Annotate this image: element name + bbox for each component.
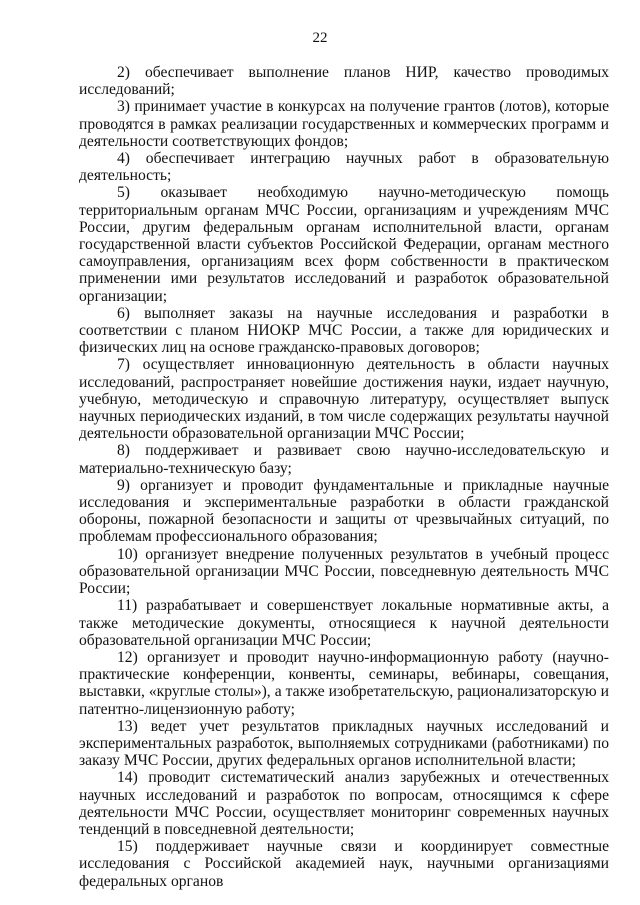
list-item: 8) поддерживает и развивает свою научно-исследовательскую и материально-техническую базу; bbox=[79, 442, 609, 477]
list-item: 6) выполняет заказы на научные исследования и разработки в соответствии с планом НИОКР МЧС России, а также для юридических и физических лиц на основе гражданско-правовых договоров; bbox=[79, 304, 609, 357]
list-item: 5) оказывает необходимую научно-методическую помощь территориальным органам МЧС России, организациям и учреждениям МЧС России, другим федеральным органам исполнительной власти, органам государственной власти субъектов Российской Федерации, органам местного самоуправления, организациям всех форм собственности в практическом применении ими результатов исследований и разработок образовательной организации; bbox=[79, 184, 609, 305]
list-item: 9) организует и проводит фундаментальные и прикладные научные исследования и экспериментальные разработки в области гражданской обороны, пожарной безопасности и защиты от чрезвычайных ситуаций, по проблемам профессионального образования; bbox=[79, 476, 609, 546]
list-item: 3) принимает участие в конкурсах на получение грантов (лотов), которые проводятся в рамках реализации государственных и коммерческих программ и деятельности соответствующих фондов; bbox=[79, 98, 609, 150]
list-item: 15) поддерживает научные связи и координирует совместные исследования с Российской академией наук, научными организациями федеральных органов bbox=[79, 838, 609, 890]
document-body bbox=[79, 64, 609, 890]
list-item: 2) обеспечивает выполнение планов НИР, качество проводимых исследований; bbox=[79, 64, 609, 99]
list-item: 14) проводит систематический анализ зарубежных и отечественных научных исследований и разработок по вопросам, относящимся к сфере деятельности МЧС России, осуществляет мониторинг современных научных тенденций в повседневной деятельности; bbox=[79, 769, 609, 838]
list-item: 13) ведет учет результатов прикладных научных исследований и экспериментальных разработок, выполняемых сотрудниками (работниками) по заказу МЧС России, других федеральных органов исполнительной власти; bbox=[79, 717, 609, 770]
list-item: 10) организует внедрение полученных результатов в учебный процесс образовательной организации МЧС России, повседневную деятельность МЧС России; bbox=[79, 545, 609, 598]
list-item: 4) обеспечивает интеграцию научных работ в образовательную деятельность; bbox=[79, 150, 609, 185]
page-number: 22 bbox=[312, 30, 328, 46]
list-item: 7) осуществляет инновационную деятельность в области научных исследований, распространяет новейшие достижения науки, издает научную, учебную, методическую и справочную литературу, осуществляет выпуск научных периодических изданий, в том числе содержащих результаты научной деятельности образовательной организации МЧС России; bbox=[79, 356, 609, 443]
list-item: 11) разрабатывает и совершенствует локальные нормативные акты, а также методические документы, относящиеся к научной деятельности образовательной организации МЧС России; bbox=[79, 597, 609, 649]
list-item: 12) организует и проводит научно-информационную работу (научно-практические конференции, конвенты, семинары, вебинары, совещания, выставки, «круглые столы»), а также изобретательскую, рационализаторскую и патентно-лицензионную работу; bbox=[79, 648, 609, 718]
